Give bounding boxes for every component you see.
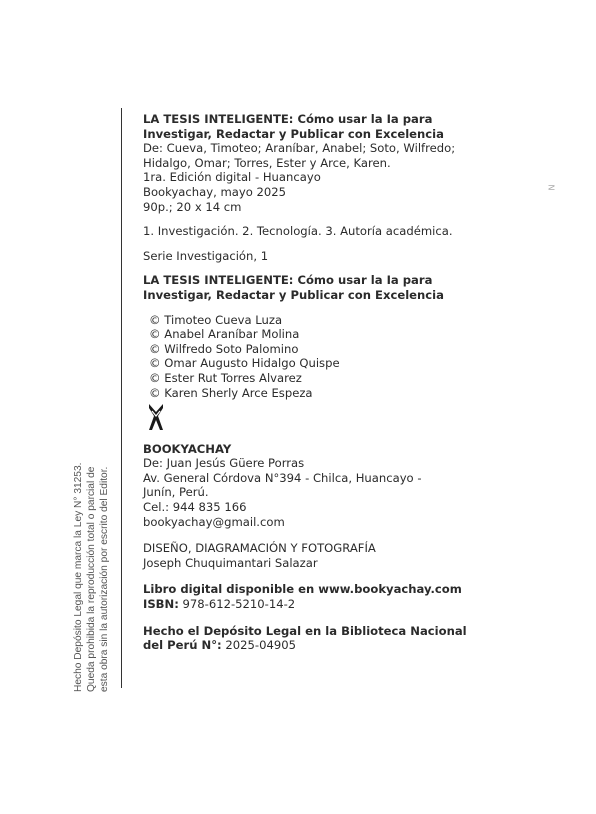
legal-line-1: Hecho Depósito Legal que marca la Ley N° 31253. — [73, 462, 84, 692]
title-line: Investigar, Redactar y Publicar con Excelencia — [143, 126, 444, 141]
copyright-item: © Wilfredo Soto Palomino — [149, 341, 299, 356]
copyright-item: © Timoteo Cueva Luza — [149, 312, 283, 327]
legal-line-3: esta obra sin la autorización por escrito del Editor. — [99, 466, 110, 692]
book-title-repeat — [143, 273, 503, 302]
publisher-address-line: Junín, Perú. — [143, 485, 209, 500]
publisher-email: bookyachay@gmail.com — [143, 514, 285, 529]
copyright-item: © Anabel Araníbar Molina — [149, 327, 300, 342]
title-line: LA TESIS INTELIGENTE: Cómo usar la Ia para — [143, 273, 433, 288]
isbn-line — [143, 597, 503, 612]
title-line: Investigar, Redactar y Publicar con Excelencia — [143, 287, 444, 302]
publisher-address-line: Av. General Córdova N°394 - Chilca, Huancayo - — [143, 470, 422, 485]
isbn-value: 978-612-5210-14-2 — [182, 597, 296, 612]
side-mark: N — [546, 184, 556, 191]
copyright-item: © Karen Sherly Arce Espeza — [149, 385, 313, 400]
design-heading: DISEÑO, DIAGRAMACIÓN Y FOTOGRAFÍA — [143, 541, 376, 556]
isbn-label: ISBN: — [143, 597, 179, 612]
pages-size: 90p.; 20 x 14 cm — [143, 199, 242, 214]
copyright-item: © Ester Rut Torres Alvarez — [149, 370, 302, 385]
publisher-logo-icon — [147, 402, 165, 432]
authors-line: De: Cueva, Timoteo; Araníbar, Anabel; Soto, Wilfredo; — [143, 141, 456, 156]
publisher-phone: Cel.: 944 835 166 — [143, 500, 247, 515]
book-title-header — [143, 112, 503, 141]
subjects: 1. Investigación. 2. Tecnología. 3. Autoría académica. — [143, 224, 453, 239]
deposit-label: del Perú N°: — [143, 638, 222, 653]
legal-line-2: Queda prohibida la reproducción total o parcial de — [86, 466, 97, 692]
vertical-rule — [121, 108, 122, 688]
credits-page — [143, 112, 503, 653]
deposit-number: 2025-04905 — [225, 638, 296, 653]
publisher-owner: De: Juan Jesús Güere Porras — [143, 456, 305, 471]
deposit-line-2 — [143, 638, 503, 653]
copyright-list — [149, 313, 503, 401]
design-name: Joseph Chuquimantari Salazar — [143, 555, 318, 570]
publisher-name: BOOKYACHAY — [143, 441, 232, 456]
title-line: LA TESIS INTELIGENTE: Cómo usar la Ia para — [143, 112, 433, 126]
legal-notice — [72, 432, 111, 692]
availability: Libro digital disponible en www.bookyachay.com — [143, 582, 462, 597]
edition: 1ra. Edición digital - Huancayo — [143, 170, 321, 185]
authors-line: Hidalgo, Omar; Torres, Ester y Arce, Karen. — [143, 155, 391, 170]
copyright-item: © Omar Augusto Hidalgo Quispe — [149, 356, 340, 371]
series: Serie Investigación, 1 — [143, 248, 269, 263]
deposit-line: Hecho el Depósito Legal en la Biblioteca Nacional — [143, 623, 467, 638]
publisher-date: Bookyachay, mayo 2025 — [143, 184, 287, 199]
